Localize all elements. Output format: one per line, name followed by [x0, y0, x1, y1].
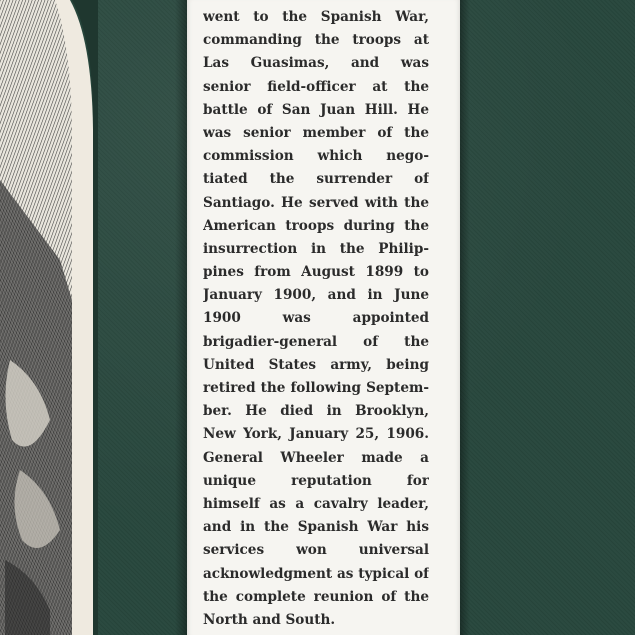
- mat-shadow-left: [175, 0, 187, 635]
- text-line: commission which nego-: [203, 148, 429, 165]
- text-plaque: [187, 0, 460, 635]
- text-line: ber. He died in Brooklyn,: [203, 403, 429, 420]
- text-line: himself as a cavalry leader,: [203, 495, 429, 512]
- text-line: American troops during the: [203, 217, 429, 234]
- text-line: battle of San Juan Hill. He: [203, 101, 429, 118]
- text-line: Las Guasimas, and was: [203, 55, 429, 72]
- text-line: went to the Spanish War,: [203, 9, 429, 25]
- text-line: commanding the troops at: [203, 32, 429, 49]
- text-line: acknowledgment as typical of: [203, 565, 429, 582]
- text-line: pines from August 1899 to: [203, 264, 429, 281]
- text-line: New York, January 25, 1906.: [203, 426, 429, 443]
- text-line: the complete reunion of the: [203, 588, 429, 605]
- text-line: unique reputation for: [203, 472, 429, 489]
- text-line: services won universal: [203, 542, 429, 559]
- text-line: General Wheeler made a: [203, 449, 429, 466]
- text-line: and in the Spanish War his: [203, 519, 429, 536]
- text-line: tiated the surrender of: [203, 171, 429, 188]
- mat-shadow-right: [460, 0, 470, 635]
- engraved-portrait: [0, 0, 98, 635]
- text-line: insurrection in the Philip-: [203, 240, 429, 257]
- text-line: 1900 was appointed: [203, 310, 429, 327]
- text-line: retired the following Septem-: [203, 380, 429, 396]
- text-line: Santiago. He served with the: [203, 194, 429, 211]
- text-line: United States army, being: [203, 356, 429, 373]
- text-line: senior field-officer at the: [203, 78, 429, 95]
- plaque-text: [203, 6, 429, 632]
- text-line: brigadier-general of the: [203, 333, 429, 350]
- text-line: was senior member of the: [203, 124, 429, 141]
- text-line: January 1900, and in June: [203, 287, 429, 304]
- text-line: North and South.: [203, 611, 336, 628]
